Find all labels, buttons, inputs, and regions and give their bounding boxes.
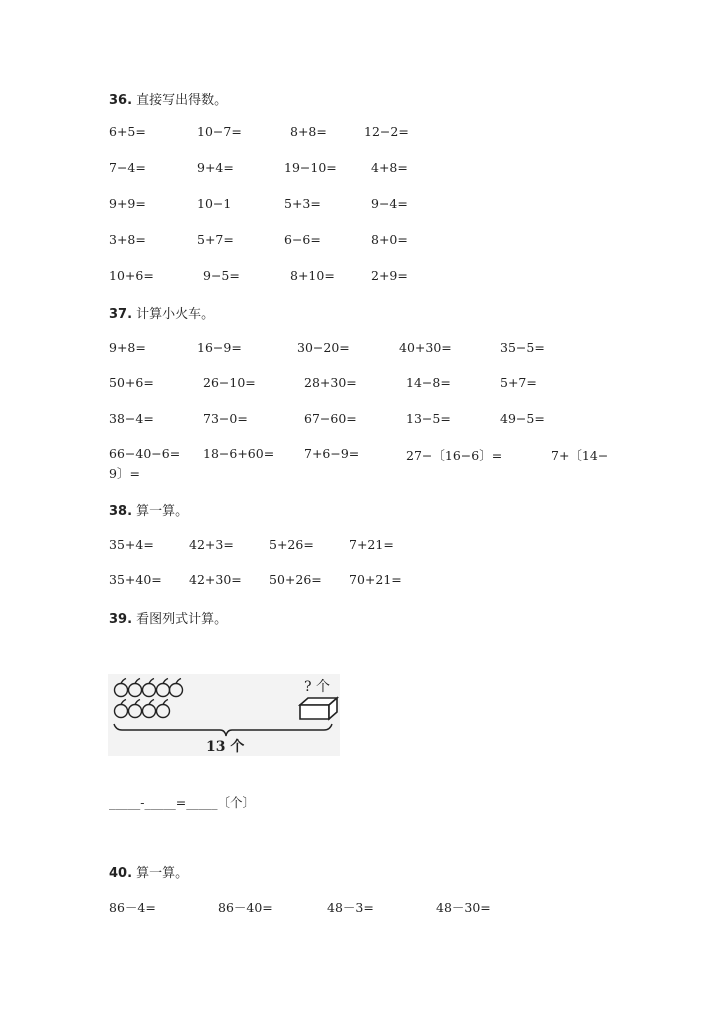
- answer-blank[interactable]: _____: [109, 795, 141, 810]
- q36-expr: 5+3=: [284, 196, 321, 211]
- q37-expr: 9+8=: [109, 340, 146, 355]
- q38-expr: 7+21=: [349, 537, 394, 552]
- q38-title: 算一算。: [136, 504, 189, 519]
- apple-icon: [129, 679, 142, 697]
- q37-expr: 16−9=: [197, 340, 242, 355]
- q39-title: 看图列式计算。: [136, 612, 228, 627]
- q36-title: 直接写出得数。: [136, 93, 228, 108]
- q36-expr: 10+6=: [109, 268, 154, 283]
- unit-label: 〔个〕: [217, 795, 255, 810]
- q38-expr: 42+3=: [189, 537, 234, 552]
- unknown-count-label: ? 个: [304, 679, 330, 695]
- q38-expr: 42+30=: [189, 572, 242, 587]
- q36-expr: 6+5=: [109, 124, 146, 139]
- q37-expr-wrap: 9〕=: [109, 466, 140, 481]
- q37-expr: 14−8=: [406, 375, 451, 390]
- q37-expr: 28+30=: [304, 375, 357, 390]
- total-brace: [114, 724, 332, 736]
- q36-expr: 19−10=: [284, 160, 337, 175]
- q40-number: 40.: [109, 866, 133, 881]
- q37-expr: 26−10=: [203, 375, 256, 390]
- q36-heading: [109, 89, 227, 108]
- q36-expr: 5+7=: [197, 232, 234, 247]
- q37-expr: 18−6+60=: [203, 446, 275, 461]
- q37-expr: 7+6−9=: [304, 446, 360, 461]
- q36-expr: 8+8=: [290, 124, 327, 139]
- q40-expr: 86－40=: [218, 900, 273, 915]
- apple-icon: [157, 679, 170, 697]
- q36-expr: 9−4=: [371, 196, 408, 211]
- q36-expr: 7−4=: [109, 160, 146, 175]
- apple-icon: [170, 679, 183, 697]
- q38-expr: 35+4=: [109, 537, 154, 552]
- apple-icon: [115, 700, 128, 718]
- q37-expr: 38−4=: [109, 411, 154, 426]
- q36-expr: 8+0=: [371, 232, 408, 247]
- apple-icon: [157, 700, 170, 718]
- q37-expr: 30−20=: [297, 340, 350, 355]
- q37-title: 计算小火车。: [136, 307, 215, 322]
- q37-expr: 67−60=: [304, 411, 357, 426]
- q36-expr: 4+8=: [371, 160, 408, 175]
- answer-blank[interactable]: _____: [186, 795, 218, 810]
- q36-expr: 10−7=: [197, 124, 242, 139]
- q40-expr: 86－4=: [109, 900, 156, 915]
- q39-heading: [109, 608, 227, 627]
- answer-blank[interactable]: _____: [144, 795, 176, 810]
- q40-heading: [109, 862, 188, 881]
- total-count-label: 13 个: [206, 739, 245, 755]
- box-icon: [300, 698, 337, 719]
- q36-expr: 6−6=: [284, 232, 321, 247]
- q40-title: 算一算。: [136, 866, 189, 881]
- q36-number: 36.: [109, 93, 133, 108]
- q39-answer-line: [109, 793, 255, 811]
- q39-number: 39.: [109, 612, 133, 627]
- q37-heading: [109, 303, 214, 322]
- q39-figure: [108, 674, 340, 756]
- q38-expr: 35+40=: [109, 572, 162, 587]
- q37-expr: 49−5=: [500, 411, 545, 426]
- q38-number: 38.: [109, 504, 133, 519]
- q38-expr: 50+26=: [269, 572, 322, 587]
- minus-sign: -: [140, 795, 145, 810]
- q40-expr: 48－3=: [327, 900, 374, 915]
- q36-expr: 9−5=: [203, 268, 240, 283]
- q36-expr: 10−1: [197, 196, 232, 211]
- apple-icon: [143, 700, 156, 718]
- q37-expr: 7+〔14−: [551, 448, 609, 463]
- apple-icon: [129, 700, 142, 718]
- q37-expr: 27−〔16−6〕=: [406, 448, 503, 463]
- q40-expr: 48－30=: [436, 900, 491, 915]
- q37-number: 37.: [109, 307, 133, 322]
- q37-expr: 40+30=: [399, 340, 452, 355]
- q36-expr: 9+9=: [109, 196, 146, 211]
- q37-expr: 73−0=: [203, 411, 248, 426]
- q36-expr: 12−2=: [364, 124, 409, 139]
- apple-icon: [143, 679, 156, 697]
- q36-expr: 8+10=: [290, 268, 335, 283]
- q37-expr: 13−5=: [406, 411, 451, 426]
- q37-expr: 5+7=: [500, 375, 537, 390]
- q36-expr: 2+9=: [371, 268, 408, 283]
- q37-expr: 35−5=: [500, 340, 545, 355]
- apple-icon: [115, 679, 128, 697]
- equals-sign: =: [175, 795, 187, 810]
- q38-expr: 5+26=: [269, 537, 314, 552]
- q38-expr: 70+21=: [349, 572, 402, 587]
- q36-expr: 3+8=: [109, 232, 146, 247]
- q36-expr: 9+4=: [197, 160, 234, 175]
- q37-expr: 50+6=: [109, 375, 154, 390]
- q37-expr: 66−40−6=: [109, 446, 181, 461]
- q38-heading: [109, 500, 188, 519]
